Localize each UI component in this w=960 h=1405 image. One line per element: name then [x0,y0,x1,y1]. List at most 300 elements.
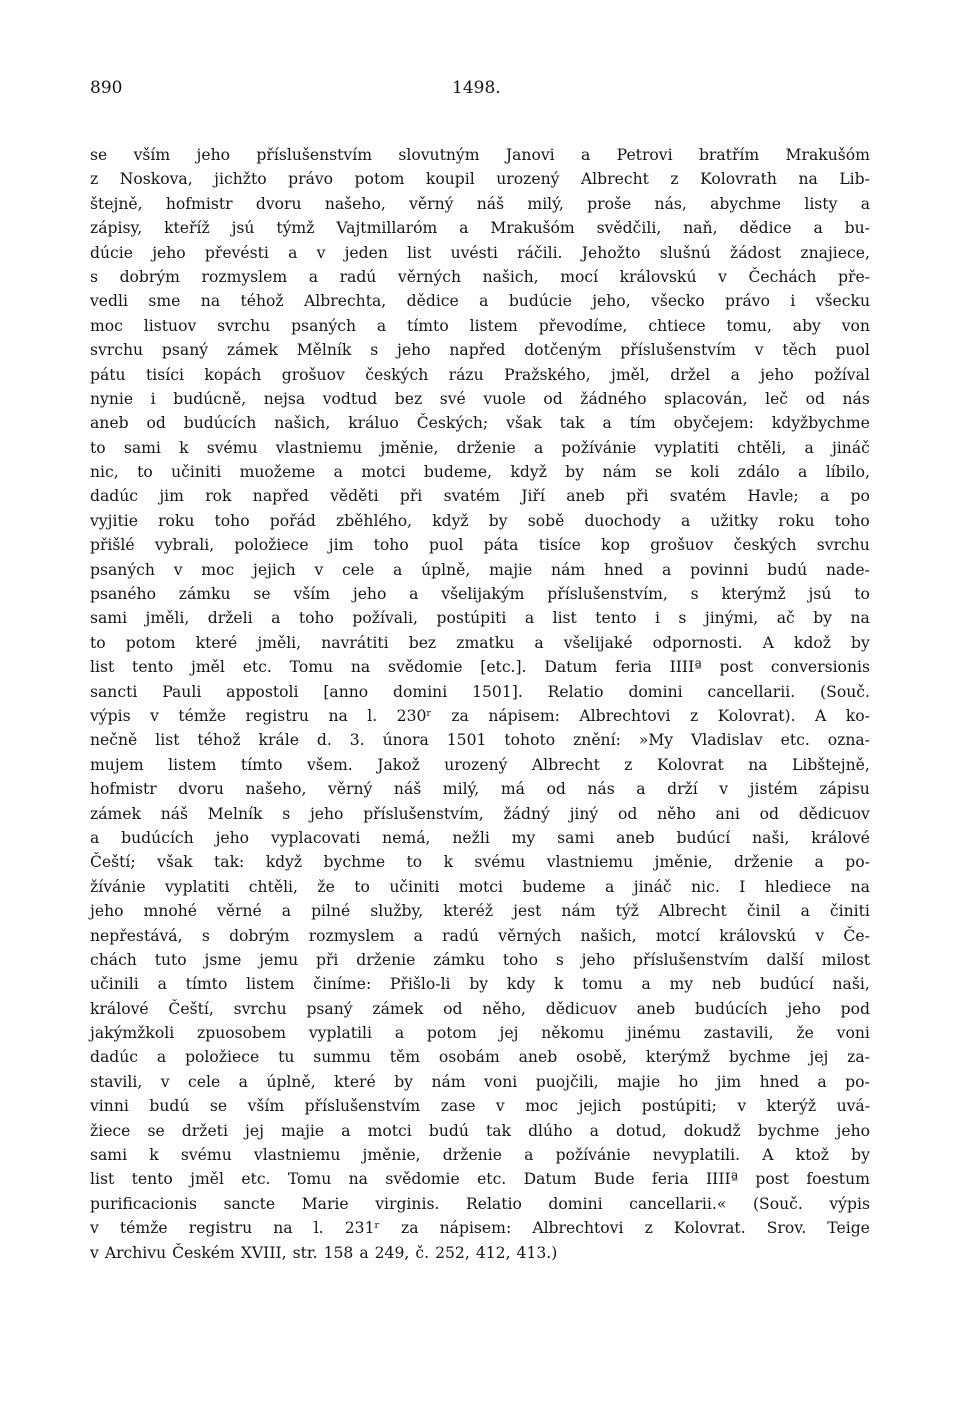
word: milý, [442,780,480,799]
word: z [690,706,699,725]
word: ko- [845,706,870,725]
word: když [432,511,469,530]
word: a [581,146,591,164]
word: vyplatiti [654,438,719,457]
word: věrných [498,926,562,945]
word: žádného [580,389,647,408]
word: dúcie [90,243,133,262]
word: naši, [832,975,870,994]
word: požívánie [555,1146,631,1165]
word: a [394,1024,405,1043]
word: dlúho [528,1121,573,1140]
word: a [238,1072,248,1091]
word: feria [651,1170,689,1189]
word: páta [483,536,519,555]
word: budú [149,1097,190,1116]
word: drženie [456,438,516,457]
word: králuo [348,414,399,433]
word: jináč [831,438,870,457]
word: položiece [234,536,309,555]
word: drželi [207,609,253,628]
word: jej [809,1048,829,1067]
word: náš [160,804,189,823]
word: jeho [196,146,231,164]
word: svrchu [90,341,144,360]
word: etc. [477,1170,507,1189]
word: požíval [814,365,870,384]
word: a [817,1072,827,1091]
word: v [314,560,324,579]
word: v [754,341,764,360]
word: by [488,511,508,530]
word: mujem [90,755,144,774]
word: Relatio [465,1194,522,1213]
word: rozmyslem [308,926,395,945]
word: hned [603,560,644,579]
text-line [90,1045,870,1069]
word: Albrechta, [304,292,387,311]
word: vším [247,1097,285,1116]
word: a [413,926,423,945]
word: Přišlo-li [389,975,451,994]
word: v [737,1097,747,1116]
word: února [382,731,429,750]
word: Libštejně, [791,755,870,774]
word: potom [426,1024,477,1043]
word: činíme: [313,975,372,994]
word: vším [293,585,331,604]
word: ač [776,609,795,628]
word: užitky [710,511,759,530]
word: se [253,585,271,604]
word: č. [415,1243,430,1262]
word: žiece [90,1121,131,1140]
text-line [90,655,870,679]
word: zápisy, [90,219,143,238]
text-line [90,631,870,655]
word: toho [214,511,250,530]
word: Mělník [296,341,352,360]
word: dadúc [90,1048,139,1067]
word: v [150,706,159,725]
word: téhož [240,292,284,311]
word: jsú [808,585,832,604]
word: majie [489,560,533,579]
word: a [662,560,672,579]
word: ozna- [827,731,870,750]
word: a [813,219,823,238]
word: vlastniemu [253,1146,341,1165]
word: štejně, [90,194,143,213]
word: budúcie [508,292,572,311]
word: A [762,1146,774,1165]
word: jemu [259,950,299,969]
word: aby [792,316,821,335]
word: žívánie [90,877,146,896]
word: a [814,853,824,872]
text-line [90,314,870,338]
word: dadúc [90,487,139,506]
word: grošuov [281,365,345,384]
word: věděti [330,487,379,506]
word: IIIIª [706,1170,739,1189]
word: vyplacovati [270,828,361,847]
text-line [90,826,870,850]
text-line [90,484,870,508]
word: všecku [815,292,870,311]
word: na [850,877,870,896]
word: na [850,609,870,628]
word: stavili, [90,1072,143,1091]
word: a [636,780,646,799]
word: A [815,706,827,725]
word: chtiece [648,316,706,335]
word: a [641,975,651,994]
word: drženie [356,950,416,969]
word: zámek [90,804,141,823]
word: a [359,1243,369,1262]
word: list [407,243,432,262]
word: po- [845,853,870,872]
word: post [719,658,754,677]
word: my [511,828,536,847]
word: když [510,463,547,482]
text-line [90,192,870,216]
word: tisíci [146,365,184,384]
word: s [690,585,699,604]
word: zámek [372,999,424,1018]
text-line [90,533,870,557]
word: jej [245,1121,264,1140]
word: jeden [344,243,388,262]
word: královskú [719,926,797,945]
word: a [341,1121,351,1140]
word: na [328,706,348,725]
word: a [409,585,419,604]
word: dvoru [178,780,224,799]
word: by [394,1072,413,1091]
word: Albrechtovi [579,706,671,725]
word: osobě, [576,1048,628,1067]
word: výpis [829,1194,870,1213]
word: a [90,828,100,847]
word: zastavili, [703,1024,774,1043]
word: zase [440,1097,476,1116]
word: moc [201,560,235,579]
word: leč [765,389,789,408]
word: na [798,170,818,189]
word: s [555,950,564,969]
word: Srov. [766,1219,807,1238]
word: nápisem: [488,706,560,725]
word: list [90,658,115,677]
word: nečně [90,731,138,750]
word: vyplatiti [164,877,230,896]
word: koupil [425,170,475,189]
word: jeho [397,341,431,360]
text-line [90,680,870,704]
word: od [617,804,638,823]
word: bratřím [698,146,760,164]
word: služby, [370,902,424,921]
word: bu- [844,219,870,238]
word: s [90,267,99,286]
word: k [443,853,454,872]
word: [etc.]. [480,658,527,677]
word: drží [667,780,698,799]
word: to [90,438,106,457]
word: cele [188,1072,221,1091]
word: téhož [197,731,241,750]
word: Mrakušóm [490,219,575,238]
word: jměnie, [362,1146,421,1165]
word: něho [657,804,696,823]
word: a [288,243,298,262]
word: ho [678,1072,699,1091]
word: všecko [651,292,705,311]
word: tímto [185,975,228,994]
text-line [90,972,870,996]
word: když [265,853,303,872]
word: napřed [449,341,506,360]
word: 249, [374,1243,410,1262]
word: drženie [734,853,794,872]
word: proše [587,194,632,213]
word: a [281,902,292,921]
word: týmž [276,219,315,238]
word: listy [804,194,838,213]
text-line [90,850,870,874]
word: Českých; [416,414,489,433]
word: vodtud [322,389,378,408]
word: svému [474,853,526,872]
word: etc. [241,1170,271,1189]
word: k [149,1146,159,1165]
word: listem [168,755,217,774]
word: Melník [207,804,263,823]
word: věrných [397,267,462,286]
word: vinni [90,1097,129,1116]
word: kopách [204,365,262,384]
word: domini [628,682,683,701]
word: jejich [253,560,296,579]
word: domini [548,1194,603,1213]
text-line [90,1119,870,1143]
word: nynie [90,389,134,408]
word: témže [119,1219,168,1238]
word: navrátiti [321,633,389,652]
word: cancellarii. [707,682,796,701]
word: našich, [482,267,539,286]
word: svrchu [233,999,287,1018]
word: kdyžbychme [771,414,870,433]
word: znění: [573,731,621,750]
word: královskú [619,267,697,286]
word: výpis [90,706,131,725]
word: sancte [223,1194,276,1213]
word: a [157,975,167,994]
word: Čechách [748,267,817,286]
word: žádný [503,804,550,823]
word: všem. [306,755,353,774]
word: nám [561,902,596,921]
text-line [90,1021,870,1045]
word: str. [292,1243,318,1262]
word: uvésti [450,243,498,262]
word: puol [428,536,464,555]
word: 1501 [446,731,487,750]
word: vyjitie [90,511,138,530]
word: učiniti [389,877,440,896]
text-line [90,924,870,948]
word: kop [601,536,630,555]
word: odpornosti. [652,633,743,652]
word: Jakož [377,755,420,774]
word: Jehožto [581,243,641,262]
word: někomu [541,1024,605,1043]
word: a [534,633,544,652]
word: a [589,1121,599,1140]
word: aneb [636,999,676,1018]
word: kterýmž [721,585,786,604]
word: listem [246,975,295,994]
word: něho, [482,999,526,1018]
word: českých [733,536,797,555]
word: von [841,316,870,335]
word: na [348,1170,368,1189]
word: duochody [584,511,661,530]
text-line [90,216,870,240]
word: a [376,316,387,335]
word: »My [638,731,674,750]
word: aneb [616,828,655,847]
word: roku [158,511,195,530]
word: urozený [444,755,508,774]
text-line [90,1192,870,1216]
word: všelijakým [441,585,525,604]
word: vedli [90,292,128,311]
word: grošuov [650,536,714,555]
text-line [90,338,870,362]
word: Teige [827,1219,870,1238]
word: jsú [231,219,255,238]
word: naň, [683,219,718,238]
word: jeho [760,365,794,384]
word: a [730,365,740,384]
word: 413.) [516,1243,558,1262]
text-line [90,460,870,484]
word: s [678,609,687,628]
word: však [157,853,193,872]
word: jměnie, [654,853,713,872]
word: a [533,438,544,457]
word: a [602,414,612,433]
page-number: 890 [90,78,123,98]
word: pilné [311,902,351,921]
text-line [90,509,870,533]
word: našeho, [245,780,307,799]
word: to [354,877,370,896]
text-line [90,728,870,752]
word: budúcně, [173,389,247,408]
word: nejsa [263,389,306,408]
word: jinými, [704,609,759,628]
text-line [90,997,870,1021]
word: list [155,731,180,750]
word: foestum [806,1170,870,1189]
word: budú [428,1121,469,1140]
word: Albrechtovi [532,1219,624,1238]
word: z [90,170,99,189]
word: voni [836,1024,870,1043]
running-head: 1498. [452,78,501,98]
word: převésti [204,243,269,262]
word: a [860,194,870,213]
word: právo [725,292,770,311]
word: Jiří [521,487,545,506]
word: jest [513,902,542,921]
word: nic, [90,463,119,482]
word: Českém [172,1243,235,1262]
word: těm [389,1048,421,1067]
word: tohoto [504,731,556,750]
word: purificacionis [90,1194,198,1213]
word: koli [690,463,720,482]
word: a [680,511,691,530]
word: příslušenstvím [304,1097,421,1116]
word: a [156,1048,167,1067]
word: nám [551,560,586,579]
word: roku [778,511,815,530]
word: úplně, [421,560,471,579]
word: abychme [710,194,782,213]
word: naši, [752,828,790,847]
word: tak [559,414,585,433]
word: další [766,950,804,969]
text-line [90,802,870,826]
text-line [90,606,870,630]
word: 1501]. [472,682,523,701]
word: příslušenstvím [256,146,372,164]
word: zámku [433,950,486,969]
word: vyplatili [308,1024,372,1043]
word: svědomie [385,1170,460,1189]
word: Pražského, [504,365,591,384]
word: jeho [836,1121,870,1140]
word: tím [629,414,656,433]
word: hlediece [764,877,832,896]
word: od [543,389,563,408]
word: vuole [483,389,526,408]
text-line [90,387,870,411]
word: Havle; [747,487,799,506]
word: nežli [452,828,490,847]
word: milost [821,950,870,969]
word: Vladislav [691,731,763,750]
word: za [451,706,469,725]
word: sami [90,1146,128,1165]
word: po- [845,1072,870,1091]
word: mnohé [143,902,197,921]
word: l. [367,706,378,725]
word: (Souč. [820,682,870,701]
word: by [813,609,832,628]
word: voni [484,1072,518,1091]
word: ktož [795,1146,829,1165]
word: etc. [242,658,272,677]
word: Albrecht [580,170,649,189]
word: Če- [843,926,870,945]
